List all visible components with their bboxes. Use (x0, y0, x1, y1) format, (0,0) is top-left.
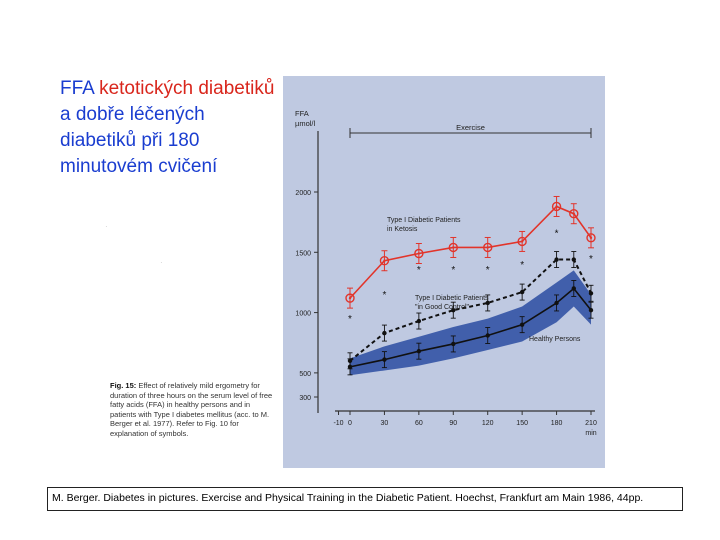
y-tick-label: 2000 (295, 190, 311, 197)
citation: M. Berger. Diabetes in pictures. Exercise and Physical Training in the Diabetic Patient. Hoechst, Frankfurt am Main 1986, 44pp. (47, 487, 683, 511)
series-label-0: in Ketosis (387, 226, 418, 233)
title-part: FFA (60, 78, 100, 99)
x-tick-label: -10 (333, 420, 344, 427)
slide-title (60, 76, 275, 180)
x-tick-label: 60 (414, 420, 423, 427)
title-part: a dobře léčených diabetiků při 180 minutovém cvičení (60, 104, 218, 177)
series-label-1: "in Good Control" (415, 304, 469, 311)
significance-star: * (348, 314, 352, 326)
significance-star: * (416, 264, 421, 276)
y-tick-label: 300 (299, 395, 311, 402)
y-axis-unit: µmol/l (295, 119, 316, 128)
x-tick-label: 150 (516, 420, 528, 427)
exercise-label: Exercise (456, 123, 485, 132)
series-label-0: Type I Diabetic Patients (387, 217, 461, 224)
y-axis-title: FFA (295, 109, 309, 118)
title-part: ketotických (99, 78, 194, 99)
ffa-chart (283, 76, 605, 468)
x-tick-label: 0 (348, 420, 352, 427)
x-axis-unit: min (585, 430, 597, 437)
title-part: diabetiků (193, 78, 275, 99)
y-tick-label: 1000 (295, 310, 311, 318)
significance-star: * (520, 259, 525, 271)
x-tick-label: 30 (380, 420, 389, 427)
figure-panel (283, 76, 605, 468)
faint-mark: · (105, 222, 108, 231)
figure-caption (110, 381, 275, 438)
x-tick-label: 210 (585, 420, 597, 427)
significance-star: * (451, 264, 456, 276)
series-label-2: Healthy Persons (529, 336, 581, 343)
significance-star: * (554, 228, 559, 240)
significance-star: * (485, 264, 490, 276)
x-tick-label: 180 (550, 420, 563, 427)
significance-star: * (589, 253, 593, 265)
caption-text: Effect of relatively mild ergometry for duration of three hours on the serum level of free fatty acids (FFA) in healthy persons and in patients with Type I diabetes mellitus (acc. to M. Berger et al. 1977). Refer to Fig. 10 for explanation of symbols. (110, 381, 273, 438)
y-tick-label: 500 (299, 370, 311, 378)
series-label-1: Type I Diabetic Patients (415, 295, 489, 302)
faint-mark: · (160, 258, 163, 267)
x-tick-label: 120 (481, 420, 494, 427)
y-tick-label: 1500 (295, 250, 311, 258)
significance-star: * (382, 290, 387, 302)
x-tick-label: 90 (449, 420, 458, 427)
caption-label: Fig. 15: (110, 381, 137, 390)
